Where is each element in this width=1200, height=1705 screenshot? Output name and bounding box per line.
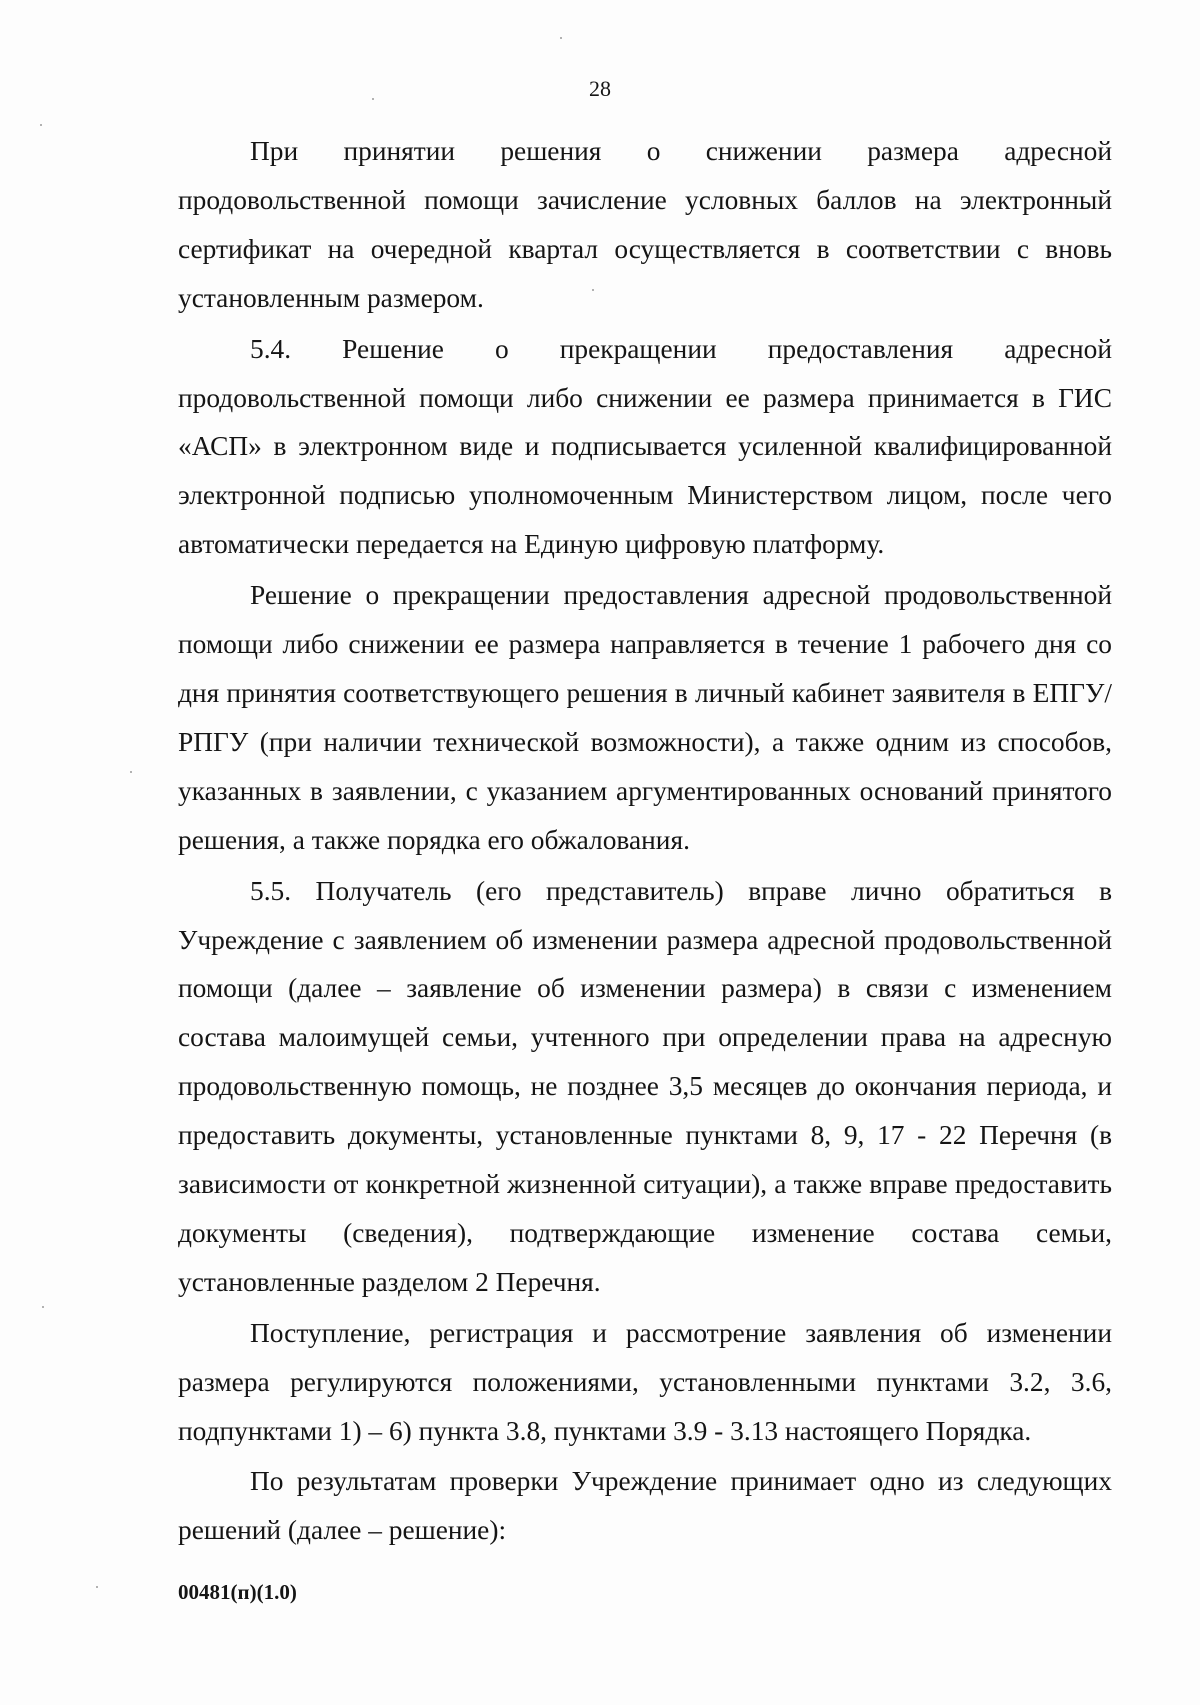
scan-speck: [560, 37, 562, 39]
scan-speck: [130, 771, 132, 773]
scan-speck: [372, 98, 374, 100]
scan-speck: [592, 289, 594, 291]
paragraph-check-results: По результатам проверки Учреждение принимает одно из следующих решений (далее – решение):: [178, 1466, 1112, 1546]
scan-speck: [40, 124, 42, 126]
paragraph-registration: Поступление, регистрация и рассмотрение заявления об изменении размера регулируются положениями, установленными пунктами 3.2, 3.6, подпунктами 1) – 6) пункта 3.8, пунктами 3.9 - 3.13 настоящего Порядка.: [178, 1317, 1112, 1446]
document-code: 00481(п)(1.0): [178, 1580, 297, 1604]
paragraph-rating-credit: При принятии решения о снижении размера адресной продовольственной помощи зачисление условных баллов на электронный сертификат на очередной квартал осуществляется в соответствии с вновь установленным размером.: [178, 136, 1112, 313]
paragraph-decision-notice: Решение о прекращении предоставления адресной продовольственной помощи либо снижении ее размера направляется в течение 1 рабочего дня со дня принятия соответствующего решения в личный кабинет заявителя в ЕПГУ/РПГУ (при наличии технической возможности), а также одним из способов, указанных в заявлении, с указанием аргументированных оснований принятого решения, а также порядка его обжалования.: [178, 580, 1112, 855]
scan-speck: [96, 1586, 98, 1588]
scan-speck: [42, 1306, 44, 1308]
document-body: [178, 127, 1112, 1557]
paragraph-5-4: 5.4. Решение о прекращении предоставления адресной продовольственной помощи либо снижении ее размера принимается в ГИС «АСП» в электронном виде и подписывается усиленной квалифицированной электронной подписью уполномоченным Министерством лицом, после чего автоматически передается на Единую цифровую платформу.: [178, 333, 1112, 560]
paragraph-5-5: 5.5. Получатель (его представитель) вправе лично обратиться в Учреждение с заявлением об изменении размера адресной продовольственной помощи (далее – заявление об изменении размера) в связи с изменением состава малоимущей семьи, учтенного при определении права на адресную продовольственную помощь, не позднее 3,5 месяцев до окончания периода, и предоставить документы, установленные пунктами 8, 9, 17 - 22 Перечня (в зависимости от конкретной жизненной ситуации), а также вправе предоставить документы (сведения), подтверждающие изменение состава семьи, установленные разделом 2 Перечня.: [178, 875, 1112, 1297]
page-number: 28: [589, 76, 611, 101]
